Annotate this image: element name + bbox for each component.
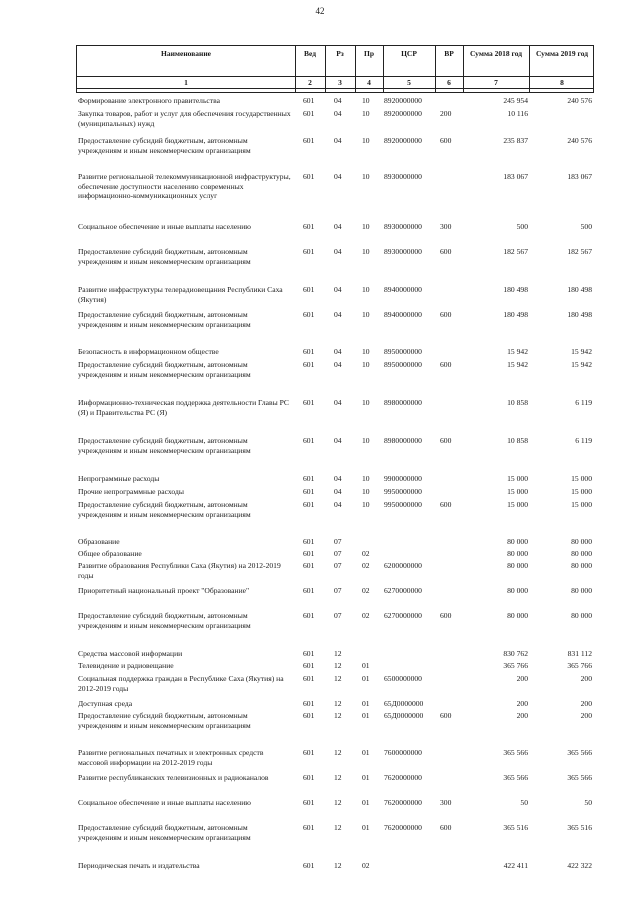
cell-s18: 80 000 (507, 537, 528, 546)
cell-csr: 8950000000 (384, 347, 422, 356)
cell-rz: 12 (334, 711, 342, 720)
cell-s19: 183 067 (567, 172, 592, 181)
cell-rz: 12 (334, 649, 342, 658)
cell-pr: 10 (362, 285, 370, 294)
cell-csr: 9900000000 (384, 474, 422, 483)
header-sum-2018: Сумма 2018 год (469, 49, 523, 58)
cell-name: Развитие республиканских телевизионных и радиоканалов (78, 773, 269, 782)
cell-s19: 365 566 (567, 748, 592, 757)
cell-csr: 8920000000 (384, 136, 422, 145)
cell-rz: 12 (334, 823, 342, 832)
cell-rz: 12 (334, 773, 342, 782)
cell-s19: 365 516 (567, 823, 592, 832)
cell-ved: 601 (303, 172, 315, 181)
cell-name: Развитие региональной телекоммуникационной инфраструктуры, обеспечение доступности населению современных информационно-коммуникационных услуг (78, 172, 291, 200)
cell-ved: 601 (303, 861, 315, 870)
cell-pr: 10 (362, 310, 370, 319)
cell-name: Предоставление субсидий бюджетным, автономным учреждениям и иным некоммерческим организациям (78, 611, 251, 630)
cell-s19: 80 000 (571, 537, 592, 546)
cell-rz: 04 (334, 285, 342, 294)
cell-name: Телевидение и радиовещание (78, 661, 174, 670)
cell-vr: 600 (440, 136, 452, 145)
cell-rz: 04 (334, 436, 342, 445)
cell-s19: 180 498 (567, 310, 592, 319)
cell-csr: 8930000000 (384, 247, 422, 256)
cell-csr: 7620000000 (384, 773, 422, 782)
cell-name: Безопасность в информационном обществе (78, 347, 219, 356)
cell-s18: 200 (516, 699, 528, 708)
cell-rz: 04 (334, 474, 342, 483)
cell-pr: 01 (362, 798, 370, 807)
cell-ved: 601 (303, 773, 315, 782)
cell-s19: 422 322 (567, 861, 592, 870)
cell-rz: 04 (334, 487, 342, 496)
cell-pr: 10 (362, 172, 370, 181)
cell-s19: 15 000 (571, 487, 592, 496)
cell-pr: 01 (362, 773, 370, 782)
cell-ved: 601 (303, 586, 315, 595)
cell-pr: 01 (362, 661, 370, 670)
cell-name: Развитие образования Республики Саха (Якутия) на 2012-2019 годы (78, 561, 281, 580)
cell-s19: 80 000 (571, 586, 592, 595)
cell-vr: 200 (440, 109, 452, 118)
cell-rz: 04 (334, 172, 342, 181)
cell-rz: 04 (334, 109, 342, 118)
cell-s18: 500 (516, 222, 528, 231)
cell-csr: 8950000000 (384, 360, 422, 369)
cell-vr: 600 (440, 247, 452, 256)
cell-rz: 12 (334, 661, 342, 670)
cell-csr: 6270000000 (384, 611, 422, 620)
cell-pr: 02 (362, 611, 370, 620)
table-header (76, 45, 594, 93)
col-num-2: 2 (308, 78, 312, 87)
cell-csr: 8920000000 (384, 96, 422, 105)
cell-name: Предоставление субсидий бюджетным, автономным учреждениям и иным некоммерческим организациям (78, 823, 251, 842)
cell-name: Непрограммные расходы (78, 474, 160, 483)
cell-name: Формирование электронного правительства (78, 96, 220, 105)
cell-vr: 600 (440, 310, 452, 319)
cell-name: Предоставление субсидий бюджетным, автономным учреждениям и иным некоммерческим организациям (78, 711, 251, 730)
cell-name: Предоставление субсидий бюджетным, автономным учреждениям и иным некоммерческим организациям (78, 500, 251, 519)
cell-s18: 365 516 (503, 823, 528, 832)
cell-s19: 200 (580, 674, 592, 683)
cell-name: Доступная среда (78, 699, 133, 708)
cell-ved: 601 (303, 247, 315, 256)
cell-ved: 601 (303, 549, 315, 558)
cell-s18: 80 000 (507, 586, 528, 595)
cell-s19: 182 567 (567, 247, 592, 256)
cell-s18: 15 000 (507, 474, 528, 483)
cell-s19: 180 498 (567, 285, 592, 294)
cell-name: Предоставление субсидий бюджетным, автономным учреждениям и иным некоммерческим организациям (78, 360, 251, 379)
col-num-4: 4 (367, 78, 371, 87)
cell-pr: 02 (362, 586, 370, 595)
cell-rz: 07 (334, 549, 342, 558)
cell-s18: 365 766 (503, 661, 528, 670)
cell-s18: 182 567 (503, 247, 528, 256)
cell-ved: 601 (303, 347, 315, 356)
cell-vr: 600 (440, 360, 452, 369)
cell-pr: 01 (362, 823, 370, 832)
cell-s18: 80 000 (507, 561, 528, 570)
cell-ved: 601 (303, 661, 315, 670)
cell-name: Общее образование (78, 549, 142, 558)
cell-pr: 02 (362, 549, 370, 558)
cell-csr: 9950000000 (384, 500, 422, 509)
cell-ved: 601 (303, 699, 315, 708)
cell-ved: 601 (303, 823, 315, 832)
cell-vr: 600 (440, 436, 452, 445)
cell-rz: 07 (334, 611, 342, 620)
cell-name: Развитие региональных печатных и электронных средств массовой информации на 2012-2019 годы (78, 748, 264, 767)
cell-rz: 04 (334, 398, 342, 407)
cell-ved: 601 (303, 798, 315, 807)
cell-ved: 601 (303, 537, 315, 546)
cell-rz: 12 (334, 699, 342, 708)
cell-pr: 10 (362, 500, 370, 509)
cell-name: Развитие инфраструктуры телерадиовещания Республики Саха (Якутия) (78, 285, 283, 304)
cell-s18: 235 837 (503, 136, 528, 145)
cell-ved: 601 (303, 748, 315, 757)
cell-csr: 8930000000 (384, 172, 422, 181)
col-num-3: 3 (338, 78, 342, 87)
cell-name: Средства массовой информации (78, 649, 183, 658)
header-name: Наименование (161, 49, 211, 58)
cell-s18: 15 000 (507, 487, 528, 496)
cell-name: Социальное обеспечение и иные выплаты населению (78, 222, 251, 231)
cell-ved: 601 (303, 285, 315, 294)
cell-name: Социальная поддержка граждан в Республике Саха (Якутия) на 2012-2019 годы (78, 674, 284, 693)
cell-ved: 601 (303, 649, 315, 658)
cell-s18: 183 067 (503, 172, 528, 181)
cell-vr: 600 (440, 711, 452, 720)
cell-s18: 245 954 (503, 96, 528, 105)
cell-rz: 07 (334, 561, 342, 570)
cell-s18: 15 942 (507, 360, 528, 369)
cell-rz: 07 (334, 537, 342, 546)
cell-ved: 601 (303, 136, 315, 145)
cell-rz: 04 (334, 500, 342, 509)
cell-name: Информационно-техническая поддержка деятельности Главы РС (Я) и Правительства РС (Я) (78, 398, 289, 417)
cell-s18: 365 566 (503, 748, 528, 757)
col-num-5: 5 (407, 78, 411, 87)
col-num-8: 8 (560, 78, 564, 87)
col-num-6: 6 (447, 78, 451, 87)
cell-rz: 04 (334, 222, 342, 231)
cell-csr: 6500000000 (384, 674, 422, 683)
header-sum-2019: Сумма 2019 год (535, 49, 589, 58)
cell-s19: 240 576 (567, 136, 592, 145)
header-ved: Вед (303, 49, 317, 58)
cell-csr: 7620000000 (384, 823, 422, 832)
cell-name: Предоставление субсидий бюджетным, автономным учреждениям и иным некоммерческим организациям (78, 247, 251, 266)
cell-csr: 65Д0000000 (384, 711, 424, 720)
cell-s19: 500 (580, 222, 592, 231)
page-number: 42 (315, 6, 325, 16)
cell-s19: 200 (580, 699, 592, 708)
cell-rz: 04 (334, 96, 342, 105)
cell-vr: 300 (440, 798, 452, 807)
cell-s18: 10 858 (507, 436, 528, 445)
cell-csr: 8980000000 (384, 398, 422, 407)
cell-s18: 80 000 (507, 549, 528, 558)
cell-vr: 600 (440, 823, 452, 832)
cell-csr: 8930000000 (384, 222, 422, 231)
cell-pr: 10 (362, 347, 370, 356)
cell-s18: 830 762 (503, 649, 528, 658)
cell-s19: 6 119 (575, 436, 592, 445)
cell-rz: 04 (334, 136, 342, 145)
cell-pr: 10 (362, 360, 370, 369)
cell-s19: 80 000 (571, 611, 592, 620)
cell-vr: 600 (440, 611, 452, 620)
cell-rz: 07 (334, 586, 342, 595)
cell-ved: 601 (303, 487, 315, 496)
cell-ved: 601 (303, 398, 315, 407)
cell-ved: 601 (303, 96, 315, 105)
cell-pr: 01 (362, 699, 370, 708)
cell-rz: 12 (334, 674, 342, 683)
cell-rz: 04 (334, 247, 342, 256)
cell-csr: 8940000000 (384, 310, 422, 319)
cell-vr: 600 (440, 500, 452, 509)
cell-rz: 12 (334, 748, 342, 757)
cell-pr: 10 (362, 398, 370, 407)
cell-s18: 15 942 (507, 347, 528, 356)
cell-s18: 180 498 (503, 285, 528, 294)
cell-ved: 601 (303, 611, 315, 620)
cell-csr: 7600000000 (384, 748, 422, 757)
cell-name: Предоставление субсидий бюджетным, автономным учреждениям и иным некоммерческим организациям (78, 136, 251, 155)
cell-s18: 200 (516, 674, 528, 683)
cell-name: Периодическая печать и издательства (78, 861, 200, 870)
cell-s19: 15 942 (571, 347, 592, 356)
cell-pr: 01 (362, 748, 370, 757)
cell-name: Предоставление субсидий бюджетным, автономным учреждениям и иным некоммерческим организациям (78, 310, 251, 329)
cell-ved: 601 (303, 360, 315, 369)
cell-s19: 80 000 (571, 549, 592, 558)
cell-pr: 10 (362, 247, 370, 256)
cell-csr: 6270000000 (384, 586, 422, 595)
cell-pr: 02 (362, 861, 370, 870)
cell-name: Закупка товаров, работ и услуг для обеспечения государственных (муниципальных) нужд (78, 109, 291, 128)
cell-s19: 240 576 (567, 96, 592, 105)
cell-s19: 15 000 (571, 500, 592, 509)
cell-s18: 80 000 (507, 611, 528, 620)
cell-s19: 365 566 (567, 773, 592, 782)
cell-ved: 601 (303, 474, 315, 483)
cell-ved: 601 (303, 500, 315, 509)
cell-s19: 200 (580, 711, 592, 720)
cell-s19: 15 942 (571, 360, 592, 369)
cell-s18: 50 (520, 798, 528, 807)
cell-s18: 200 (516, 711, 528, 720)
cell-pr: 10 (362, 96, 370, 105)
cell-s19: 831 112 (567, 649, 592, 658)
cell-s18: 422 411 (503, 861, 528, 870)
cell-pr: 10 (362, 487, 370, 496)
header-csr: ЦСР (401, 49, 417, 58)
cell-name: Прочие непрограммные расходы (78, 487, 184, 496)
cell-name: Приоритетный национальный проект "Образование" (78, 586, 250, 595)
cell-pr: 10 (362, 474, 370, 483)
cell-csr: 8920000000 (384, 109, 422, 118)
cell-pr: 01 (362, 674, 370, 683)
cell-name: Социальное обеспечение и иные выплаты населению (78, 798, 251, 807)
cell-ved: 601 (303, 222, 315, 231)
cell-pr: 10 (362, 136, 370, 145)
cell-rz: 04 (334, 347, 342, 356)
cell-csr: 6200000000 (384, 561, 422, 570)
cell-s18: 180 498 (503, 310, 528, 319)
cell-pr: 01 (362, 711, 370, 720)
cell-name: Предоставление субсидий бюджетным, автономным учреждениям и иным некоммерческим организациям (78, 436, 251, 455)
cell-ved: 601 (303, 711, 315, 720)
cell-pr: 10 (362, 222, 370, 231)
col-num-7: 7 (494, 78, 498, 87)
cell-s18: 10 116 (507, 109, 528, 118)
cell-s18: 365 566 (503, 773, 528, 782)
cell-ved: 601 (303, 109, 315, 118)
cell-vr: 300 (440, 222, 452, 231)
cell-ved: 601 (303, 674, 315, 683)
cell-rz: 04 (334, 360, 342, 369)
cell-rz: 12 (334, 798, 342, 807)
cell-pr: 02 (362, 561, 370, 570)
cell-s19: 6 119 (575, 398, 592, 407)
cell-csr: 8940000000 (384, 285, 422, 294)
cell-csr: 9950000000 (384, 487, 422, 496)
header-rz: Рз (336, 49, 344, 58)
cell-s19: 15 000 (571, 474, 592, 483)
cell-s18: 10 858 (507, 398, 528, 407)
header-vr: ВР (444, 49, 454, 58)
cell-csr: 7620000000 (384, 798, 422, 807)
cell-rz: 12 (334, 861, 342, 870)
cell-name: Образование (78, 537, 120, 546)
cell-ved: 601 (303, 561, 315, 570)
header-pr: Пр (363, 49, 374, 58)
cell-pr: 10 (362, 109, 370, 118)
cell-csr: 8980000000 (384, 436, 422, 445)
cell-s19: 80 000 (571, 561, 592, 570)
cell-rz: 04 (334, 310, 342, 319)
cell-csr: 65Д0000000 (384, 699, 424, 708)
col-num-1: 1 (184, 78, 188, 87)
cell-s19: 50 (584, 798, 592, 807)
cell-ved: 601 (303, 436, 315, 445)
cell-s18: 15 000 (507, 500, 528, 509)
cell-ved: 601 (303, 310, 315, 319)
cell-s19: 365 766 (567, 661, 592, 670)
cell-pr: 10 (362, 436, 370, 445)
